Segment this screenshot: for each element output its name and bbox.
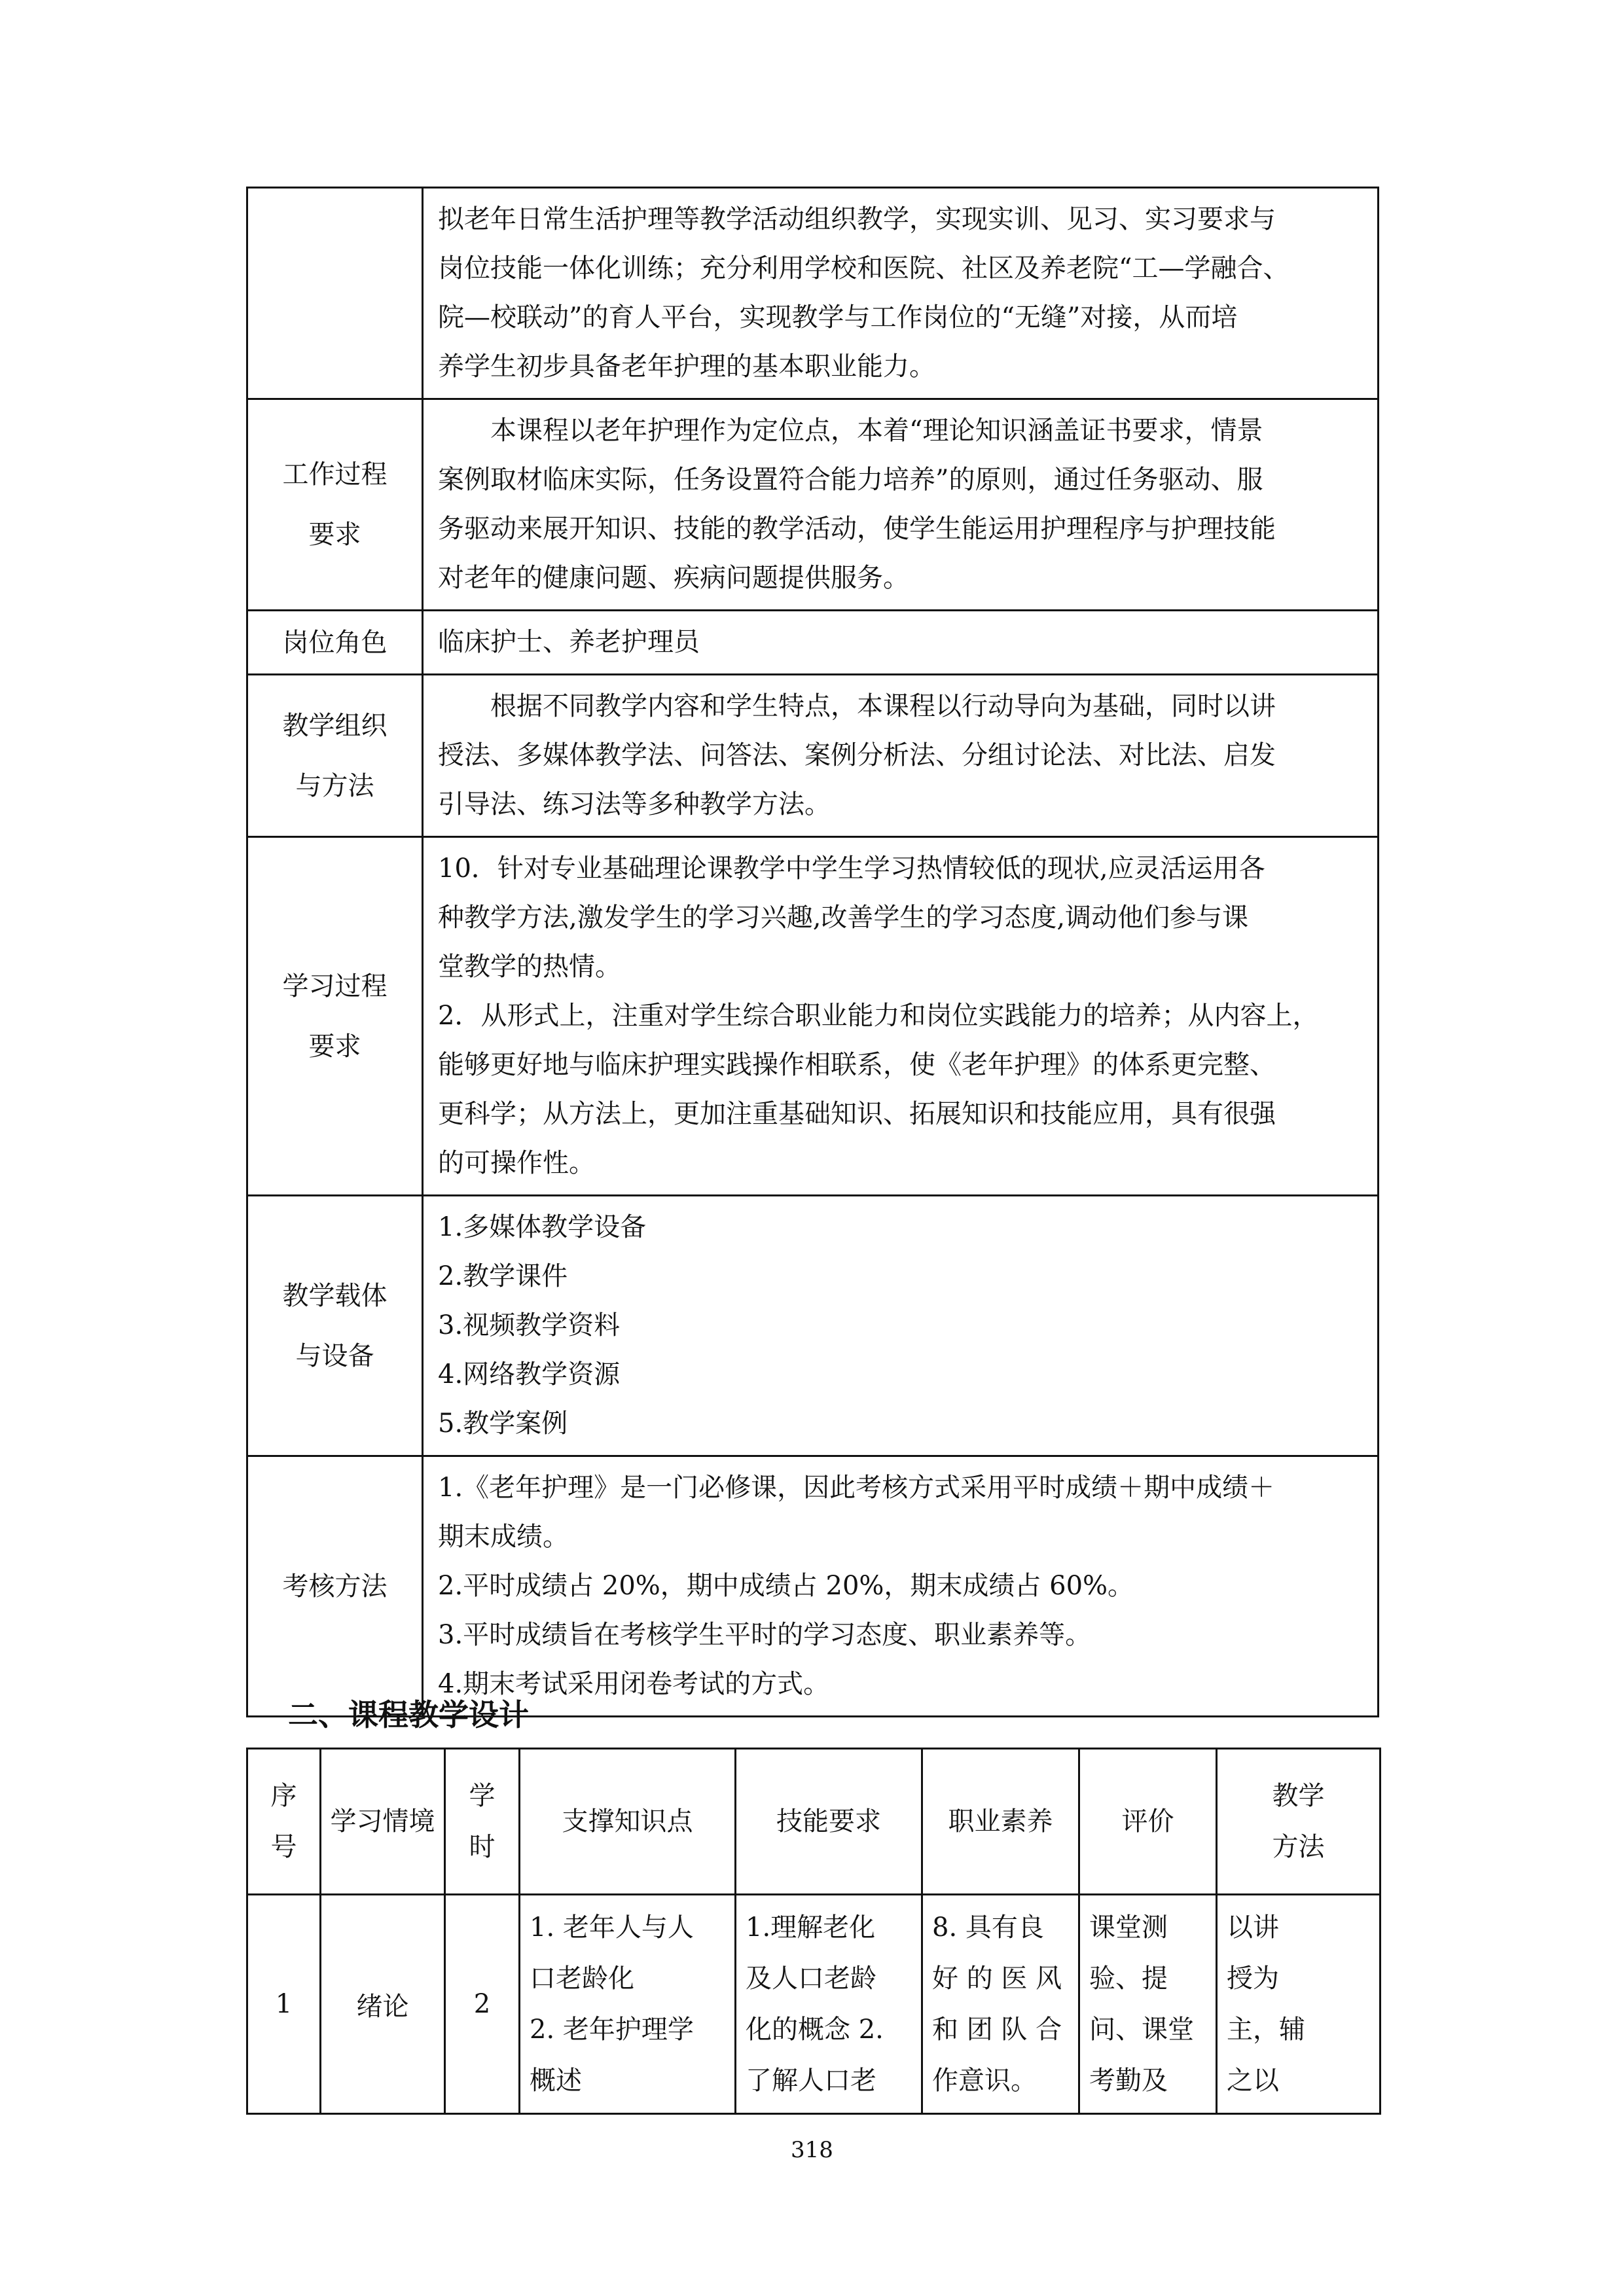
content-line: 4.网络教学资源 [438,1359,621,1390]
cell-method [1217,1895,1380,2114]
column-header [922,1749,1079,1895]
content-line: 5.教学案例 [438,1408,568,1439]
content-line: 岗位技能一体化训练；充分利用学校和医院、社区及养老院“工—学融合、 [438,253,1290,283]
column-header-line: 教学 [1272,1781,1325,1811]
cell-situation: 绪论 [321,1895,445,2114]
cell-line: 好 的 医 风 [932,1964,1062,1994]
cell-line: 验、提 [1089,1964,1168,1994]
column-header-line: 号 [270,1832,297,1862]
column-header-line: 序 [270,1781,297,1811]
cell-line: 以讲 [1227,1912,1279,1943]
column-header [1079,1749,1217,1895]
content-line: 能够更好地与临床护理实践操作相联系，使《老年护理》的体系更完整、 [438,1050,1276,1080]
row-label [247,611,423,675]
row-label-line: 教学载体 [282,1280,388,1311]
row-label-line: 岗位角色 [282,627,388,658]
cell-line: 课堂测 [1089,1912,1168,1943]
table-header-row [247,1749,1380,1895]
cell-line: 1.理解老化 [746,1912,876,1943]
column-header-line: 评价 [1121,1806,1174,1837]
row-label-line: 学习过程 [282,971,388,1001]
column-header [445,1749,520,1895]
content-line: 期末成绩。 [438,1522,569,1552]
content-line: 本课程以老年护理作为定位点，本着“理论知识涵盖证书要求，情景 [490,416,1263,446]
cell-line: 概述 [530,2066,582,2096]
row-label [247,399,423,611]
row-content [423,837,1379,1196]
row-label [247,1196,423,1456]
content-line: 养学生初步具备老年护理的基本职业能力。 [438,351,935,382]
cell-line: 之以 [1227,2066,1279,2096]
cell-line: 2. 老年护理学 [530,2015,694,2045]
content-line: 2.平时成绩占 20%，期中成绩占 20%，期末成绩占 60%。 [438,1571,1134,1601]
cell-no: 1 [247,1895,321,2114]
page-number: 318 [791,2137,833,2163]
cell-line: 了解人口老 [746,2066,876,2096]
cell-line: 8. 具有良 [932,1912,1044,1943]
info-row [247,1456,1379,1717]
row-label [247,675,423,837]
column-header [1217,1749,1380,1895]
content-line: 引导法、练习法等多种教学方法。 [438,789,831,819]
cell-hours: 2 [445,1895,520,2114]
row-label-line: 与方法 [295,770,374,801]
column-header-line: 学 [469,1781,496,1811]
cell-line: 问、课堂 [1089,2015,1194,2045]
info-row [247,611,1379,675]
row-content [423,399,1379,611]
row-label-line: 与设备 [295,1340,374,1371]
course-info-table [246,187,1379,1717]
content-line: 授法、多媒体教学法、问答法、案例分析法、分组讨论法、对比法、启发 [438,740,1276,770]
info-row [247,188,1379,399]
column-header-line: 学习情境 [330,1806,435,1837]
cell-line: 口老龄化 [530,1964,634,1994]
row-label-line: 工作过程 [282,459,388,490]
content-line: 种教学方法,激发学生的学习兴趣,改善学生的学习态度,调动他们参与课 [438,903,1249,933]
content-line: 院—校联动”的育人平台，实现教学与工作岗位的“无缝”对接，从而培 [438,302,1238,332]
content-line: 1.《老年护理》是一门必修课，因此考核方式采用平时成绩＋期中成绩＋ [438,1473,1275,1503]
row-content [423,1196,1379,1456]
content-line: 拟老年日常生活护理等教学活动组织教学，实现实训、见习、实习要求与 [438,204,1276,234]
row-label-line: 考核方法 [282,1571,388,1602]
content-line: 1.多媒体教学设备 [438,1212,647,1242]
row-label-line: 教学组织 [282,710,388,741]
cell-line: 1. 老年人与人 [530,1912,694,1943]
cell-line: 化的概念 2. [746,2015,884,2045]
content-line: 3.平时成绩旨在考核学生平时的学习态度、职业素养等。 [438,1620,1092,1650]
row-label-line: 要求 [308,1031,361,1062]
info-row [247,1196,1379,1456]
content-line: 根据不同教学内容和学生特点，本课程以行动导向为基础，同时以讲 [490,691,1276,721]
content-line: 10．针对专业基础理论课教学中学生学习热情较低的现状,应灵活运用各 [438,853,1265,884]
cell-evaluation [1079,1895,1217,2114]
column-header-line: 职业素养 [948,1806,1053,1837]
cell-line: 考勤及 [1089,2066,1168,2096]
row-label [247,1456,423,1717]
row-label-line: 要求 [308,520,361,550]
content-line: 的可操作性。 [438,1148,595,1178]
column-header-line: 技能要求 [776,1806,881,1837]
cell-line: 及人口老龄 [746,1964,876,1994]
cell-knowledge [520,1895,736,2114]
content-line: 3.视频教学资料 [438,1310,621,1340]
cell-line: 授为 [1227,1964,1279,1994]
row-content [423,611,1379,675]
section-title: 二、课程教学设计 [288,1697,529,1732]
row-content [423,188,1379,399]
content-line: 堂教学的热情。 [438,952,621,982]
column-header [520,1749,736,1895]
cell-quality [922,1895,1079,2114]
content-line: 对老年的健康问题、疾病问题提供服务。 [438,563,909,593]
cell-skills [736,1895,922,2114]
cell-line: 和 团 队 合 [932,2015,1062,2045]
column-header [321,1749,445,1895]
row-label [247,837,423,1196]
content-line: 2.教学课件 [438,1261,568,1291]
column-header-line: 方法 [1272,1832,1325,1862]
cell-line: 作意识。 [932,2066,1037,2096]
content-line: 4.期末考试采用闭卷考试的方式。 [438,1669,830,1699]
column-header [247,1749,321,1895]
row-content [423,1456,1379,1717]
column-header [736,1749,922,1895]
content-line: 案例取材临床实际，任务设置符合能力培养”的原则，通过任务驱动、服 [438,465,1263,495]
cell-line: 主，辅 [1227,2015,1305,2045]
content-line: 务驱动来展开知识、技能的教学活动，使学生能运用护理程序与护理技能 [438,514,1276,544]
info-row [247,675,1379,837]
column-header-line: 时 [469,1832,496,1862]
course-design-table [246,1748,1381,2115]
info-row [247,837,1379,1196]
table-row [247,1895,1380,2114]
row-content [423,675,1379,837]
row-label [247,188,423,399]
content-line: 2．从形式上，注重对学生综合职业能力和岗位实践能力的培养；从内容上， [438,1001,1319,1031]
content-line: 更科学；从方法上，更加注重基础知识、拓展知识和技能应用，具有很强 [438,1099,1276,1129]
content-line: 临床护士、养老护理员 [438,627,700,657]
column-header-line: 支撑知识点 [562,1806,693,1837]
info-row [247,399,1379,611]
